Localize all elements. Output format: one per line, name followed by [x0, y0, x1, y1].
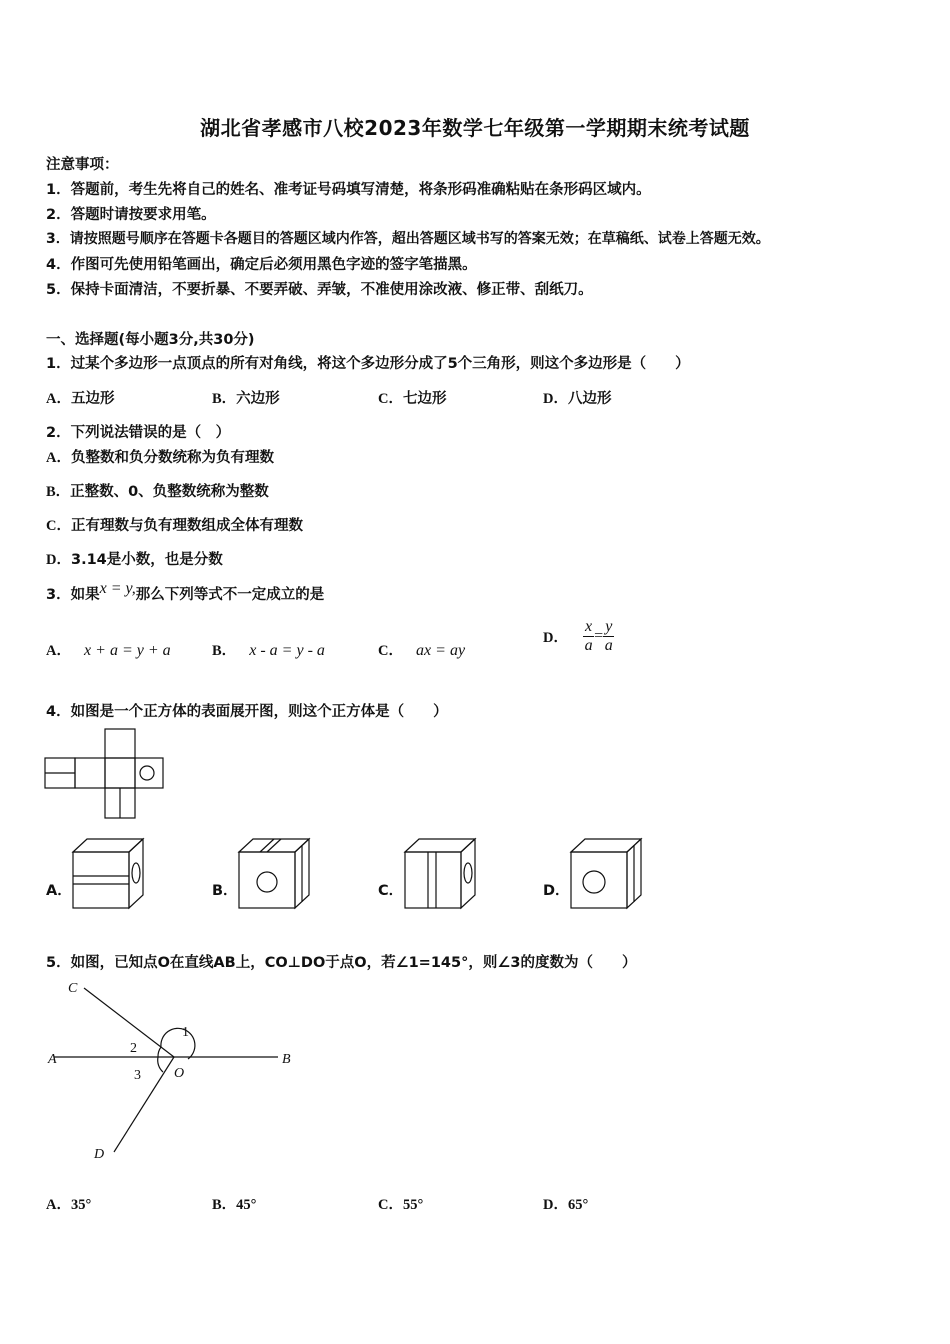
fraction-y-over-a: $\frac{y}{a}$ — [604, 618, 613, 654]
cube-net-figure — [44, 728, 166, 820]
cube-option-a-figure[interactable] — [72, 838, 144, 912]
q3-option-a[interactable]: A． x + a = y + a — [46, 642, 171, 659]
cube-option-c-figure[interactable] — [404, 838, 476, 912]
page-title: 湖北省孝感市八校2023年数学七年级第一学期期末统考试题 — [200, 116, 750, 140]
cube-option-b-figure[interactable] — [238, 838, 310, 912]
notice-item-5: 5．保持卡面清洁，不要折暴、不要弄破、弄皱，不准使用涂改液、修正带、刮纸刀。 — [46, 282, 593, 298]
question-4-stem: 4．如图是一个正方体的表面展开图，则这个正方体是（ ） — [46, 704, 448, 720]
label-b: B — [282, 1052, 291, 1067]
q5-option-d[interactable]: D．65° — [543, 1197, 589, 1213]
section-heading: 一、选择题(每小题3分,共30分) — [46, 332, 255, 348]
notice-item-2: 2．答题时请按要求用笔。 — [46, 207, 216, 223]
cube-option-d-figure[interactable] — [570, 838, 642, 912]
q1-option-c[interactable]: C．七边形 — [378, 391, 447, 407]
q1-option-b[interactable]: B．六边形 — [212, 391, 280, 407]
notice-item-4: 4．作图可先使用铅笔画出，确定后必须用黑色字迹的签字笔描黑。 — [46, 257, 477, 273]
angle-2-label: 2 — [130, 1041, 137, 1056]
question-1-stem: 1．过某个多边形一点顶点的所有对角线，将这个多边形分成了5个三角形，则这个多边形是（ ） — [46, 356, 690, 372]
question-2-stem: 2．下列说法错误的是（ ） — [46, 425, 231, 441]
q4-option-b[interactable]: B． — [212, 883, 238, 899]
q1-option-d[interactable]: D．八边形 — [543, 391, 612, 407]
q3-option-c[interactable]: C． ax = ay — [378, 642, 466, 659]
q1-option-a[interactable]: A．五边形 — [46, 391, 115, 407]
angle-1-label: 1 — [182, 1025, 189, 1040]
label-d: D — [94, 1147, 105, 1162]
q4-option-d[interactable]: D． — [543, 883, 570, 899]
q5-option-b[interactable]: B．45° — [212, 1197, 257, 1213]
fraction-x-over-a: $\frac{x}{a}$ — [584, 618, 593, 654]
question-3-stem: 3．如果x = y,那么下列等式不一定成立的是 — [46, 580, 325, 603]
q2-option-a[interactable]: A．负整数和负分数统称为负有理数 — [46, 450, 274, 466]
label-o: O — [174, 1066, 185, 1081]
angle-3-label: 3 — [134, 1068, 141, 1083]
q3-option-b[interactable]: B． x - a = y - a — [212, 642, 325, 659]
angle-figure — [44, 976, 304, 1164]
question-5-stem: 5．如图，已知点O在直线AB上，CO⊥DO于点O，若∠1=145°，则∠3的度数为（ ） — [46, 955, 637, 971]
q5-option-c[interactable]: C．55° — [378, 1197, 424, 1213]
label-a: A — [48, 1052, 57, 1067]
q4-option-a[interactable]: A． — [46, 883, 72, 899]
label-c: C — [68, 981, 78, 996]
q2-option-d[interactable]: D．3.14是小数，也是分数 — [46, 552, 223, 568]
q4-option-c[interactable]: C． — [378, 883, 404, 899]
q2-option-c[interactable]: C．正有理数与负有理数组成全体有理数 — [46, 518, 303, 534]
notice-item-3: 3．请按照题号顺序在答题卡各题目的答题区域内作答，超出答题区域书写的答案无效；在草稿纸、试卷上答题无效。 — [46, 231, 770, 247]
notice-item-1: 1．答题前，考生先将自己的姓名、准考证号码填写清楚，将条形码准确粘贴在条形码区域内。 — [46, 182, 651, 198]
q3-option-d[interactable]: D． $\frac{x}{a}$ = $\frac{y}{a}$ — [543, 618, 613, 654]
notice-heading: 注意事项： — [46, 157, 119, 173]
q2-option-b[interactable]: B．正整数、0、负整数统称为整数 — [46, 484, 269, 500]
q5-option-a[interactable]: A．35° — [46, 1197, 92, 1213]
